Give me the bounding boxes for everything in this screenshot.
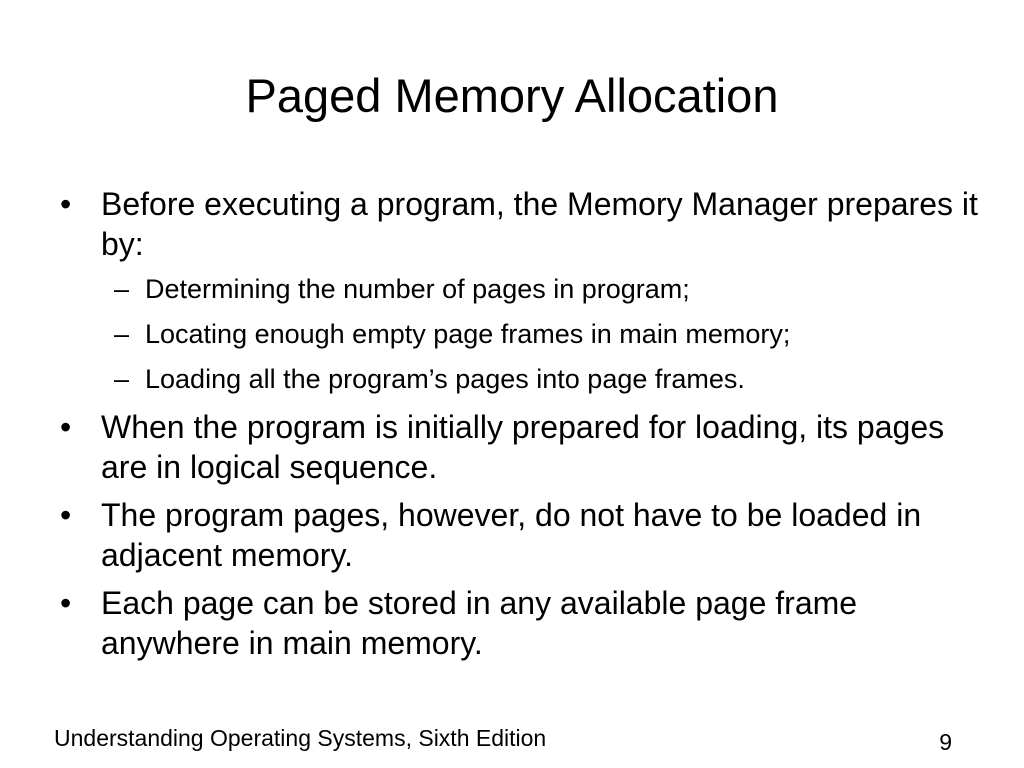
dash-icon: – (114, 364, 130, 394)
bullet-text: Each page can be stored in any available page frame anywhere in main memory. (101, 585, 858, 661)
bullet-item (60, 495, 980, 575)
bullet-icon: • (60, 585, 72, 621)
bullet-icon: • (60, 409, 72, 445)
dash-icon: – (114, 274, 130, 304)
bullet-icon: • (60, 497, 72, 533)
bullet-text: Before executing a program, the Memory Manager prepares it by: (101, 186, 978, 262)
page-number: 9 (939, 729, 952, 755)
sub-bullet-item (60, 317, 980, 351)
bullet-icon: • (60, 186, 72, 222)
sub-bullet-text: Loading all the program’s pages into page frames. (145, 364, 745, 394)
bullet-text: The program pages, however, do not have to be loaded in adjacent memory. (101, 497, 922, 573)
bullet-item (60, 583, 980, 663)
bullet-item (60, 407, 980, 487)
sub-bullet-item (60, 272, 980, 306)
slide-title: Paged Memory Allocation (245, 69, 779, 122)
dash-icon: – (114, 319, 130, 349)
sub-bullet-item (60, 362, 980, 396)
footer-source: Understanding Operating Systems, Sixth Edition (54, 725, 547, 751)
sub-bullet-list (60, 272, 980, 396)
sub-bullet-text: Determining the number of pages in program; (145, 274, 690, 304)
bullet-text: When the program is initially prepared for loading, its pages are in logical sequence. (101, 409, 945, 485)
slide-content (60, 184, 980, 671)
sub-bullet-text: Locating enough empty page frames in main memory; (145, 319, 791, 349)
bullet-item (60, 184, 980, 264)
